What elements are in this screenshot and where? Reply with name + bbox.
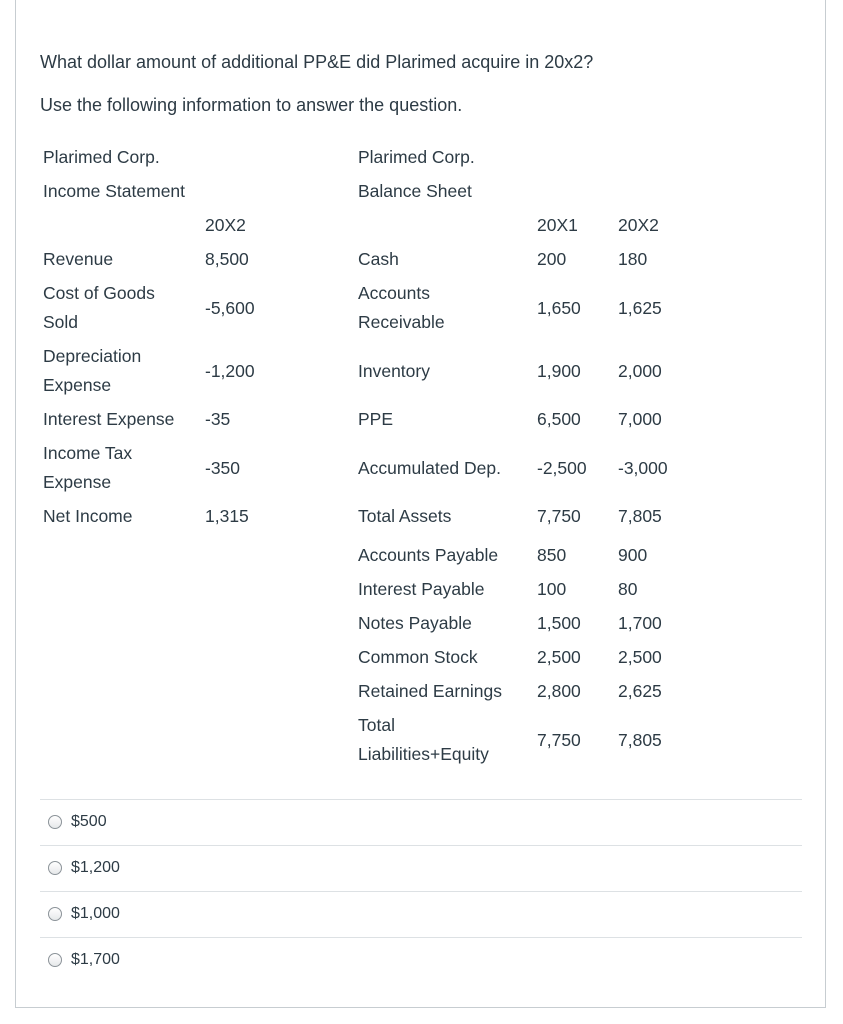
answer-label: $500	[71, 813, 107, 830]
balance-row-value-20x1: 7,750	[537, 729, 581, 750]
income-row-value: 1,315	[205, 506, 249, 526]
radio-button[interactable]	[48, 953, 62, 967]
balance-row-value-20x2: 2,500	[618, 647, 662, 667]
balance-row-label: Notes Payable	[358, 613, 472, 633]
question-prompt: What dollar amount of additional PP&E did Plarimed acquire in 20x2?	[40, 52, 594, 72]
balance-sheet-year-header-2: 20X2	[618, 215, 659, 235]
income-statement-year-header: 20X2	[205, 215, 246, 235]
answer-label: $1,700	[71, 951, 120, 968]
income-row-label: Interest Expense	[43, 409, 175, 429]
radio-button[interactable]	[48, 861, 62, 875]
balance-row-value-20x1: 2,500	[537, 647, 581, 667]
answer-option[interactable]	[40, 891, 802, 937]
answer-option[interactable]	[40, 937, 802, 983]
balance-row-value-20x1: 2,800	[537, 681, 581, 701]
income-row-label: Expense	[43, 472, 112, 492]
balance-row-value-20x1: 1,650	[537, 297, 581, 318]
balance-sheet-year-header-1: 20X1	[537, 215, 578, 235]
balance-row-value-20x2: 1,625	[618, 297, 662, 318]
income-row-label: Income Tax	[43, 443, 133, 463]
balance-row-value-20x1: 100	[537, 579, 567, 599]
balance-row-value-20x2: 1,700	[618, 613, 662, 633]
balance-row-label: Total Assets	[358, 506, 452, 526]
balance-row-label: Interest Payable	[358, 579, 485, 599]
balance-row-label: Receivable	[358, 312, 445, 332]
balance-row-value-20x2: 900	[618, 545, 648, 565]
balance-sheet-title: Balance Sheet	[358, 181, 472, 201]
income-row-label: Revenue	[43, 249, 114, 269]
balance-row-value-20x2: 180	[618, 249, 648, 269]
income-row-value: 8,500	[205, 249, 249, 269]
income-row-label: Sold	[43, 312, 79, 332]
balance-row-value-20x1: 1,900	[537, 361, 581, 381]
balance-row-value-20x1: 6,500	[537, 409, 581, 429]
balance-row-value-20x2: 7,805	[618, 729, 662, 750]
balance-row-label: Accounts	[358, 283, 430, 303]
income-statement-company: Plarimed Corp.	[43, 147, 160, 167]
balance-row-label: Total	[358, 715, 395, 735]
income-row-label: Depreciation	[43, 346, 142, 366]
answer-option[interactable]	[40, 845, 802, 891]
balance-row-value-20x1: 850	[537, 545, 567, 565]
answer-label: $1,200	[71, 859, 120, 876]
income-row-value: -5,600	[205, 297, 255, 318]
balance-row-value-20x2: 80	[618, 579, 638, 599]
balance-row-value-20x1: 1,500	[537, 613, 581, 633]
radio-button[interactable]	[48, 907, 62, 921]
balance-row-value-20x1: 200	[537, 249, 567, 269]
income-row-label: Cost of Goods	[43, 283, 155, 303]
balance-row-value-20x2: 2,000	[618, 361, 662, 381]
balance-row-value-20x1: -2,500	[537, 458, 587, 478]
balance-row-value-20x2: 2,625	[618, 681, 662, 701]
balance-row-value-20x2: -3,000	[618, 458, 668, 478]
balance-row-label: Inventory	[358, 361, 430, 381]
income-statement-title: Income Statement	[43, 181, 186, 201]
income-row-value: -1,200	[205, 360, 255, 381]
answer-label: $1,000	[71, 905, 120, 922]
balance-row-value-20x1: 7,750	[537, 506, 581, 526]
balance-sheet-company: Plarimed Corp.	[358, 147, 475, 167]
income-row-label: Expense	[43, 375, 112, 395]
balance-row-label: Liabilities+Equity	[358, 744, 489, 764]
balance-row-label: Common Stock	[358, 647, 478, 667]
balance-row-label: Retained Earnings	[358, 681, 502, 701]
question-instruction: Use the following information to answer the question.	[40, 95, 463, 115]
balance-row-label: Accounts Payable	[358, 545, 499, 565]
answer-option[interactable]	[40, 799, 802, 845]
radio-button[interactable]	[48, 815, 62, 829]
balance-row-label: PPE	[358, 409, 394, 429]
balance-row-value-20x2: 7,000	[618, 409, 662, 429]
balance-row-label: Accumulated Dep.	[358, 458, 501, 478]
income-row-value: -350	[205, 457, 241, 478]
income-row-label: Net Income	[43, 506, 133, 526]
balance-row-value-20x2: 7,805	[618, 506, 662, 526]
balance-row-label: Cash	[358, 249, 399, 269]
income-row-value: -35	[205, 409, 231, 429]
